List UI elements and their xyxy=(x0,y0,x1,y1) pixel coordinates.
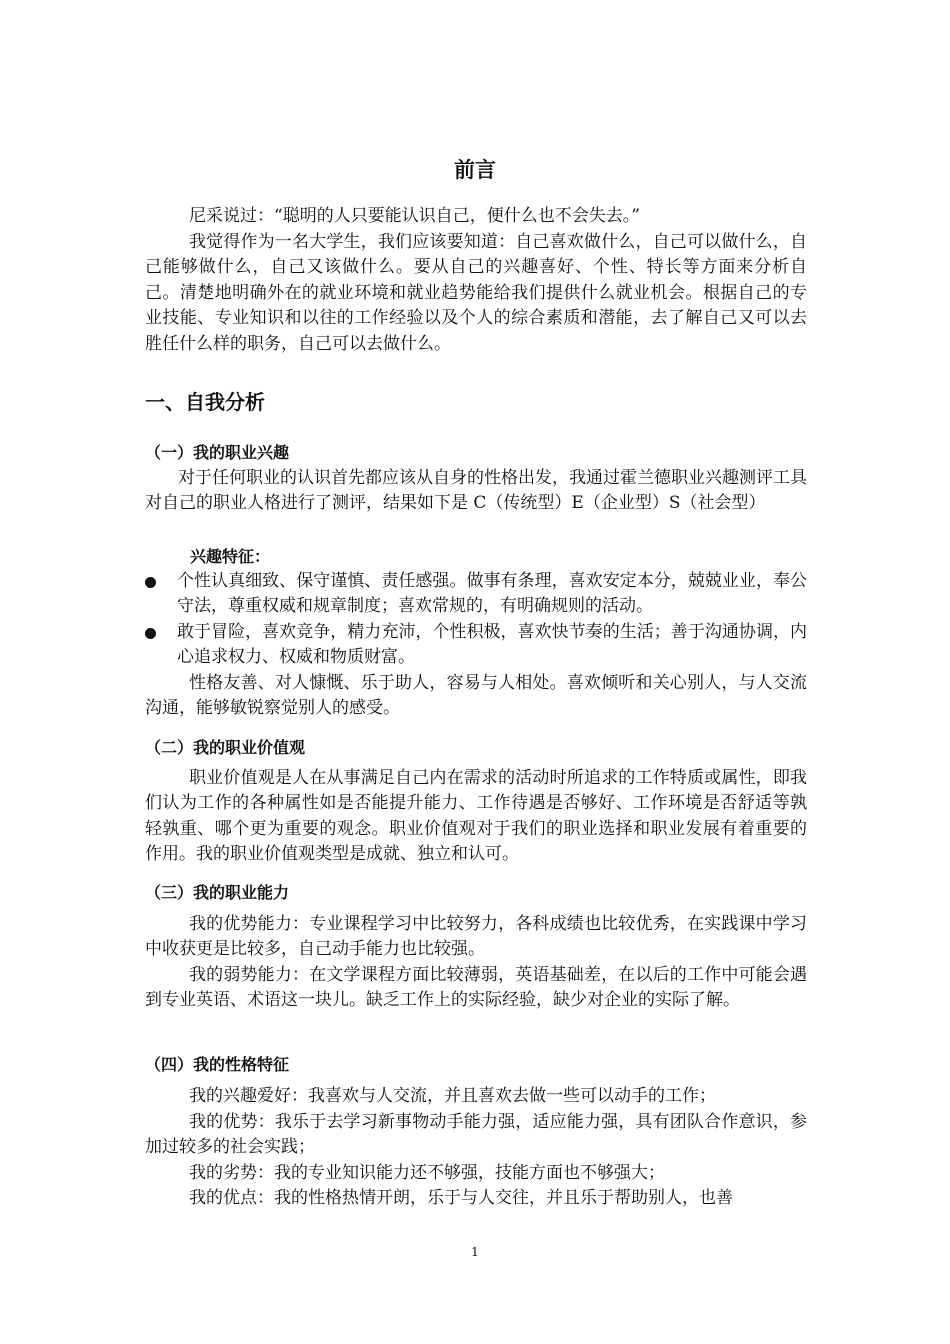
ability-weakness: 我的弱势能力：在文学课程方面比较薄弱，英语基础差，在以后的工作中可能会遇到专业英语、术语这一块儿。缺乏工作上的实际经验，缺少对企业的实际了解。 xyxy=(145,965,807,1011)
page-title: 前言 xyxy=(454,158,496,182)
list-item-text: 敢于冒险，喜欢竞争，精力充沛，个性积极，喜欢快节奏的生活；善于沟通协调，内心追求权力、权威和物质财富。 xyxy=(177,622,807,668)
personality-hobby: 我的兴趣爱好：我喜欢与人交流，并且喜欢去做一些可以动手的工作； xyxy=(189,1086,716,1106)
page-number: 1 xyxy=(471,1245,479,1259)
subheading-ability: （三）我的职业能力 xyxy=(145,883,290,902)
preface-quote: 尼采说过：“聪明的人只要能认识自己，便什么也不会失去。” xyxy=(189,206,640,226)
subheading-interest: （一）我的职业兴趣 xyxy=(145,443,290,462)
bullet-icon xyxy=(145,628,156,639)
personality-merit: 我的优点：我的性格热情开朗，乐于与人交往，并且乐于帮助别人，也善 xyxy=(189,1188,733,1208)
interest-intro: 对于任何职业的认识首先都应该从自身的性格出发，我通过霍兰德职业兴趣测评工具对自己的职业人格进行了测评，结果如下是 C（传统型）E（企业型）S（社会型） xyxy=(145,468,807,514)
preface-paragraph: 我觉得作为一名大学生，我们应该要知道：自己喜欢做什么，自己可以做什么，自己能够做什么，自己又该做什么。要从自己的兴趣喜好、个性、特长等方面来分析自己。清楚地明确外在的就业环境和就业趋势能给我们提供什么就业机会。根据自己的专业技能、专业知识和以往的工作经验以及个人的综合素质和潜能，去了解自己又可以去胜任什么样的职务，自己可以去做什么。 xyxy=(145,232,807,354)
list-item xyxy=(145,620,807,671)
interest-traits-label: 兴趣特征： xyxy=(190,547,271,566)
subheading-personality: （四）我的性格特征 xyxy=(145,1055,290,1074)
list-item xyxy=(145,569,807,620)
interest-social: 性格友善、对人慷慨、乐于助人，容易与人相处。喜欢倾听和关心别人，与人交流沟通，能够敏锐察觉别人的感受。 xyxy=(145,673,807,719)
ability-strength: 我的优势能力：专业课程学习中比较努力，各科成绩也比较优秀，在实践课中学习中收获更是比较多，自己动手能力也比较强。 xyxy=(145,914,807,960)
list-item-text: 个性认真细致、保守谨慎、责任感强。做事有条理，喜欢安定本分，兢兢业业，奉公守法，尊重权威和规章制度；喜欢常规的，有明确规则的活动。 xyxy=(177,571,807,617)
personality-disadvantage: 我的劣势：我的专业知识能力还不够强，技能方面也不够强大； xyxy=(189,1163,665,1183)
personality-advantage: 我的优势：我乐于去学习新事物动手能力强，适应能力强，具有团队合作意识，参加过较多的社会实践； xyxy=(145,1112,807,1158)
subheading-values: （二）我的职业价值观 xyxy=(145,738,306,757)
section-heading-self-analysis: 一、自我分析 xyxy=(145,390,265,414)
bullet-icon xyxy=(145,577,156,588)
values-paragraph: 职业价值观是人在从事满足自己内在需求的活动时所追求的工作特质或属性，即我们认为工作的各种属性如是否能提升能力、工作待遇是否够好、工作环境是否舒适等孰轻孰重、哪个更为重要的观念。职业价值观对于我们的职业选择和职业发展有着重要的作用。我的职业价值观类型是成就、独立和认可。 xyxy=(145,768,807,865)
